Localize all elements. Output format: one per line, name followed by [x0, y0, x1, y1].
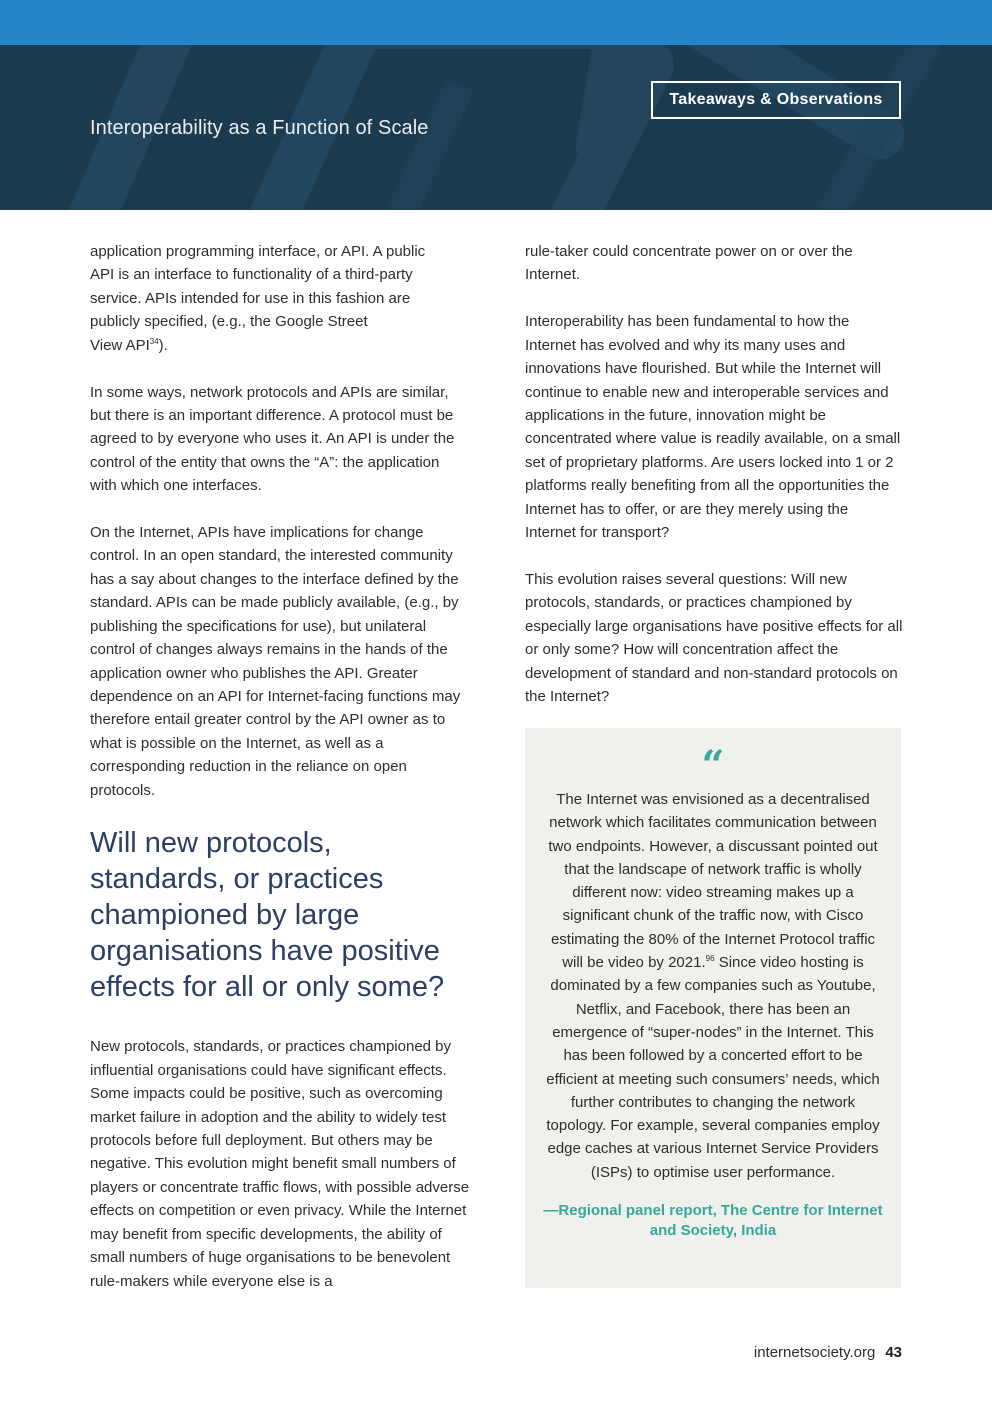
text-line: service. APIs intended for use in this fashion are — [90, 289, 411, 307]
left-column — [90, 240, 470, 1316]
quote-attribution: —Regional panel report, The Centre for Internet and Society, India — [543, 1202, 883, 1240]
header-banner — [0, 45, 992, 210]
quote-mark-icon: “ — [701, 742, 725, 789]
paragraph: On the Internet, APIs have implications for change control. In an open standard, the interested community has a say about changes to the interface defined by the standard. APIs can be made publicly available, (e.g., by publishing the specifications for use), but unilateral control of changes always remains in the hands of the application owner who publishes the API. Greater dependence on an API for Internet-facing functions may therefore entail greater control by the API owner as to what is possible on the Internet, as well as a corresponding reduction in the reliance on open protocols. — [90, 524, 461, 799]
paragraph: Interoperability has been fundamental to how the Internet has evolved and why its many uses and innovations have flourished. But while the Internet will continue to enable new and interoperable services and applications in the future, innovation might be concentrated where value is readily available, on a small set of proprietary platforms. Are users locked into 1 or 2 platforms really benefiting from all the opportunities the Internet has to offer, or are they merely using the Internet for transport? — [525, 313, 901, 541]
paragraph: rule-taker could concentrate power on or over the Internet. — [525, 243, 853, 284]
text-line: API is an interface to functionality of a third-party — [90, 266, 413, 284]
text-line: application programming interface, or API. A public — [90, 243, 426, 260]
footnote-ref: 96 — [705, 954, 715, 964]
text-fragment: View API — [90, 336, 150, 354]
text-line: publicly specified, (e.g., the Google Street — [90, 313, 368, 331]
text-line — [90, 334, 470, 357]
paragraph: This evolution raises several questions: Will new protocols, standards, or practices championed by especially large organisations have positive effects for all or only some? How will concentration affect the development of standard and non-standard protocols on the Internet? — [525, 570, 903, 705]
right-column — [525, 240, 903, 732]
pull-heading: Will new protocols, standards, or practices championed by large organisations have positive effects for all or only some? — [90, 827, 445, 1004]
page-number: 43 — [885, 1344, 902, 1361]
top-color-strip — [0, 0, 992, 45]
paragraph: In some ways, network protocols and APIs are similar, but there is an important difference. A protocol must be agreed to by everyone who uses it. An API is under the control of the entity that owns the “A”: the application with which one interfaces. — [90, 383, 455, 495]
footer-site: internetsociety.org — [753, 1344, 876, 1361]
paragraph: New protocols, standards, or practices championed by influential organisations could have significant effects. Some impacts could be positive, such as overcoming market failure in adoption and the ability to widely test protocols before full deployment. But others may be negative. This evolution might benefit small numbers of players or concentrate traffic flows, with possible adverse effects on competition or even privacy. While the Internet may benefit from specific developments, the ability of small numbers of huge organisations to be benevolent rule-makers while everyone else is a — [90, 1038, 470, 1290]
section-title: Interoperability as a Function of Scale — [90, 117, 429, 139]
quote-text-part: The Internet was envisioned as a decentralised network which facilitates communication between two endpoints. However, a discussant pointed out that the landscape of network traffic is wholly different now: video streaming makes up a significant chunk of the traffic now, with Cisco estimating the 80% of the Internet Protocol traffic will be video by 2021. — [548, 791, 878, 972]
footnote-ref: 34 — [149, 336, 159, 346]
section-tag: Takeaways & Observations — [651, 81, 901, 119]
paragraph — [90, 240, 470, 357]
quote-text-part: Since video hosting is dominated by a few companies such as Youtube, Netflix, and Facebook, there has been an emergence of “super-nodes” in the Internet. This has been followed by a concerted effort to be efficient at meeting such consumers’ needs, which further contributes to changing the network topology. For example, several companies employ edge caches at various Internet Service Providers (ISPs) to optimise user performance. — [546, 954, 880, 1181]
quote-text — [543, 788, 883, 1184]
quote-box — [525, 728, 901, 1288]
page-footer — [754, 1344, 902, 1361]
text-fragment: ). — [158, 336, 168, 354]
